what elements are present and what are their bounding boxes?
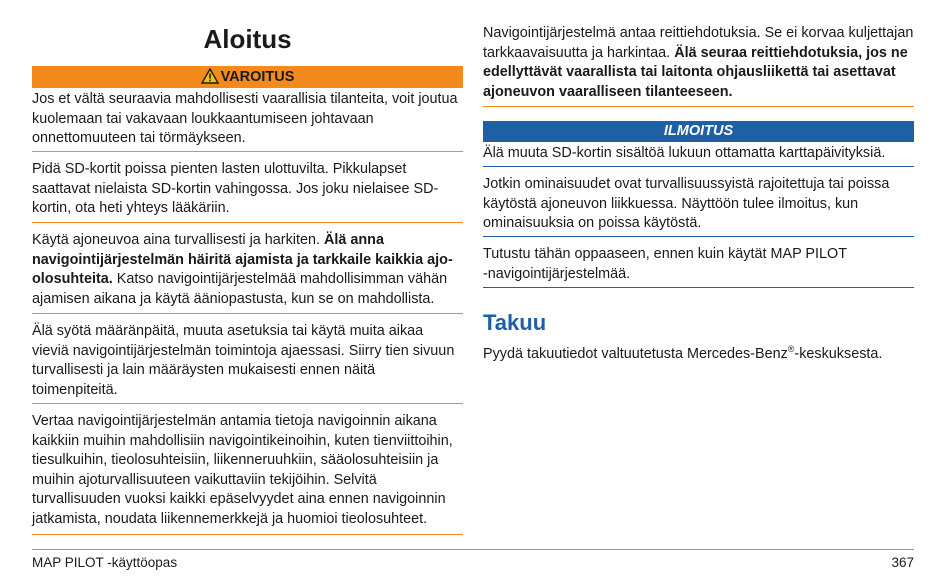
divider [32,534,463,535]
divider [483,166,914,167]
page-number: 367 [891,555,914,570]
divider [32,151,463,152]
divider [483,106,914,107]
notice-banner [483,121,914,142]
warning-paragraph-3: Käytä ajoneuvoa aina turvallisesti ja harkiten. Älä anna navigointijärjestelmän häiritä ajamista ja tarkkaile kaikkia ajoolosuhteita. Katso navigointijärjestelmää mahdollisimman vähän ajamisen aikana ja käytä ääniopastusta, kun se on mahdollista. [32,232,453,307]
warranty-paragraph: Pyydä takuutiedot valtuutetusta Mercedes-Benz®-keskuksesta. [483,344,883,362]
notice-label: ILMOITUS [663,123,734,139]
divider [32,313,463,314]
divider [483,236,914,237]
notice-paragraph-3: Tutustu tähän oppaaseen, ennen kuin käytät MAP PILOT ‑navigointijärjestelmää. [483,246,847,282]
warning-triangle-icon [201,68,219,84]
warning-paragraph-6: Navigointijärjestelmä antaa reittiehdotuksia. Se ei korvaa kuljettajan tarkkaavaisuutta ja harkintaa. Älä seuraa reittiehdotuksia, jos ne edellyttävät vaarallista tai laitonta ohjausliikettä tai asettavat ajoneuvon vaaralliseen tilanteeseen. [483,25,914,100]
warning-label: VAROITUS [220,69,295,85]
page-title: Aloitus [203,24,292,54]
notice-paragraph-2: Jotkin ominaisuudet ovat turvallisuussyistä rajoitettuja tai poissa käytöstä ajoneuvon liikkuessa. Näyttöön tulee ilmoitus, kun ominaisuuksia on poissa käytöstä. [483,176,890,231]
footer-divider [32,549,914,550]
divider [32,222,463,223]
warning-paragraph-1: Jos et vältä seuraavia mahdollisesti vaarallisia tilanteita, voit joutua kuolemaan tai vakavaan loukkaantumiseen johtavaan onnettomuuteen tai törmäykseen. [32,91,458,146]
divider [483,287,914,288]
warning-paragraph-4: Älä syötä määränpäitä, muuta asetuksia tai käytä muita aikaa vieviä navigointijärjestelmän toimintoja ajaessasi. Siirry tien sivuun turvallisesti ja lain määräysten mukaisesti ennen näitä toimenpiteitä. [32,323,455,398]
divider [32,403,463,404]
warning-paragraph-2: Pidä SD-kortit poissa pienten lasten ulottuvilta. Pikkulapset saattavat nielaista SD-kortin vahingossa. Jos joku nielaisee SD-kortin, ota heti yhteys lääkäriin. [32,161,439,216]
warning-banner [32,66,463,88]
notice-paragraph-1: Älä muuta SD-kortin sisältöä lukuun ottamatta karttapäivityksiä. [483,145,886,161]
section-heading: Takuu [483,310,547,335]
warning-paragraph-5: Vertaa navigointijärjestelmän antamia tietoja navigoinnin aikana kaikkiin muihin mahdollisiin navigointikeinoihin, kuten tienviittoihin, tiesulkuihin, tieolosuhteisiin, liikenneruuhkiin, sääolosuhteisiin ja muihin ajoturvallisuuteen vaikuttaviin tekijöihin. Selvitä turvallisuuden vuoksi kaikki epäselvyydet aina ennen navigoinnin jatkamista, noudata liikennemerkkejä ja huomioi tieolosuhteet. [32,413,453,527]
footer-title: MAP PILOT -käyttöopas [32,555,178,570]
